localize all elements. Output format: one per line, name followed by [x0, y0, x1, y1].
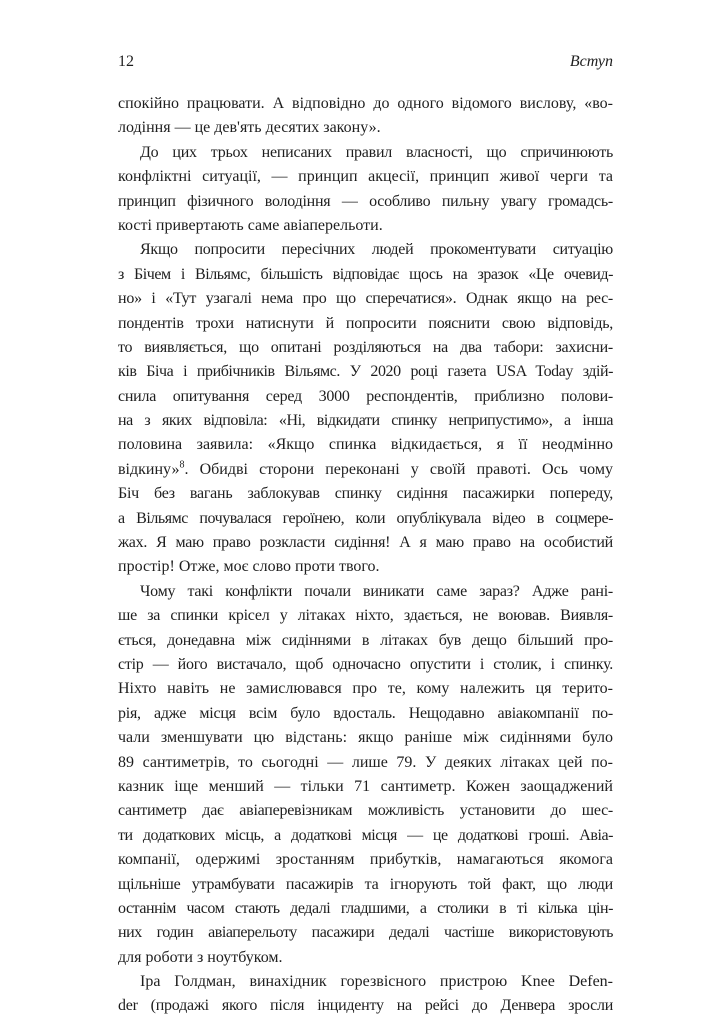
text-line: Біч без вагань заблокував спинку сидіння пасажирки попереду, — [118, 485, 613, 503]
text-line: Іра Голдман, винахідник горезвісного пристрою Knee Defen- — [140, 973, 613, 991]
page-number: 12 — [118, 53, 134, 70]
text-line: До цих трьох неписаних правил власності, що спричинюють — [140, 143, 613, 161]
footnote-reference[interactable]: 8 — [179, 459, 185, 471]
text-line: з Бічем і Вільямс, більшість відповідає щось на зразок «Це очевид- — [118, 265, 613, 283]
text-fragment: . Обидві сторони переконані у своїй правоті. Ось чому — [184, 460, 613, 478]
text-line: компанії, одержимі зростанням прибутків, намагаються якомога — [118, 851, 613, 869]
body-text — [118, 92, 613, 1019]
text-line: 89 сантиметрів, то сьогодні — лише 79. У деяких літаках цей по- — [118, 753, 613, 771]
section-title: Вступ — [569, 53, 613, 70]
text-line: принцип фізичного володіння — особливо пильну увагу громадсь- — [118, 192, 613, 210]
text-fragment: відкину» — [118, 460, 180, 478]
text-line: конфліктні ситуації, — принцип акцесії, принцип живої черги та — [118, 168, 613, 186]
text-line: для роботи з ноутбуком. — [118, 948, 283, 966]
text-line: снила опитування серед 3000 респондентів, приблизно полови- — [118, 387, 613, 405]
text-line: Чому такі конфлікти почали виникати саме зараз? Адже рані- — [140, 582, 613, 600]
text-line: то виявляється, що опитані розділяються на два табори: захисни- — [118, 338, 613, 356]
text-line: ків Біча і прибічників Вільямс. У 2020 році газета USA Today здій- — [118, 363, 613, 381]
text-line: ється, донедавна між сидіннями в літаках був дещо більший про- — [118, 631, 613, 649]
text-line: простір! Отже, моє слово проти твого. — [118, 558, 380, 576]
text-line: них годин авіаперельоту пасажири дедалі частіше використовують — [118, 924, 613, 942]
text-line: Ніхто навіть не замислювався про те, кому належить ця терито- — [118, 680, 613, 698]
text-line: щільніше утрамбувати пасажирів та ігнорують той факт, що люди — [118, 875, 613, 893]
text-line: Якщо попросити пересічних людей прокоментувати ситуацію — [140, 241, 613, 259]
text-line: на з яких відповіла: «Ні, відкидати спинку неприпустимо», а інша — [118, 412, 613, 430]
text-line: спокійно працювати. А відповідно до одного відомого вислову, «во- — [118, 95, 613, 112]
text-line: пондентів трохи натиснути й попросити пояснити свою відповідь, — [118, 314, 613, 332]
running-header — [118, 52, 613, 76]
text-line: чали зменшувати цю відстань: якщо раніше між сидіннями було — [118, 729, 613, 747]
text-line: лодіння — це дев'ять десятих закону». — [118, 119, 381, 137]
text-line: ше за спинки крісел у літаках ніхто, здається, не воював. Виявля- — [118, 607, 613, 625]
text-line: der (продажі якого після інциденту на рейсі до Денвера зросли — [118, 997, 613, 1015]
text-line: жах. Я маю право розкласти сидіння! А я маю право на особистий — [118, 534, 613, 552]
text-line: стір — його вистачало, щоб одночасно опустити і столик, і спинку. — [118, 655, 613, 673]
text-line: а Вільямс почувалася героїнею, коли опублікувала відео в соцмере- — [118, 509, 613, 527]
text-line-with-footnote — [118, 458, 613, 482]
text-line: рія, адже місця всім було вдосталь. Нещодавно авіакомпанії по- — [118, 704, 613, 722]
text-line: сантиметр дає авіаперевізникам можливість установити до шес- — [118, 802, 613, 820]
text-line: но» і «Тут узагалі нема про що сперечатися». Однак якщо на рес- — [118, 290, 613, 308]
text-line: ти додаткових місць, а додаткові місця — це додаткові гроші. Авіа- — [118, 826, 613, 844]
text-line: останнім часом стають дедалі гладшими, а столики в ті кілька цін- — [118, 899, 613, 917]
text-line: казник іще менший — тільки 71 сантиметр. Кожен заощаджений — [118, 777, 613, 795]
text-line: кості привертають саме авіаперельоти. — [118, 216, 383, 234]
text-line: половина заявила: «Якщо спинка відкидається, я її неодмінно — [118, 436, 613, 454]
